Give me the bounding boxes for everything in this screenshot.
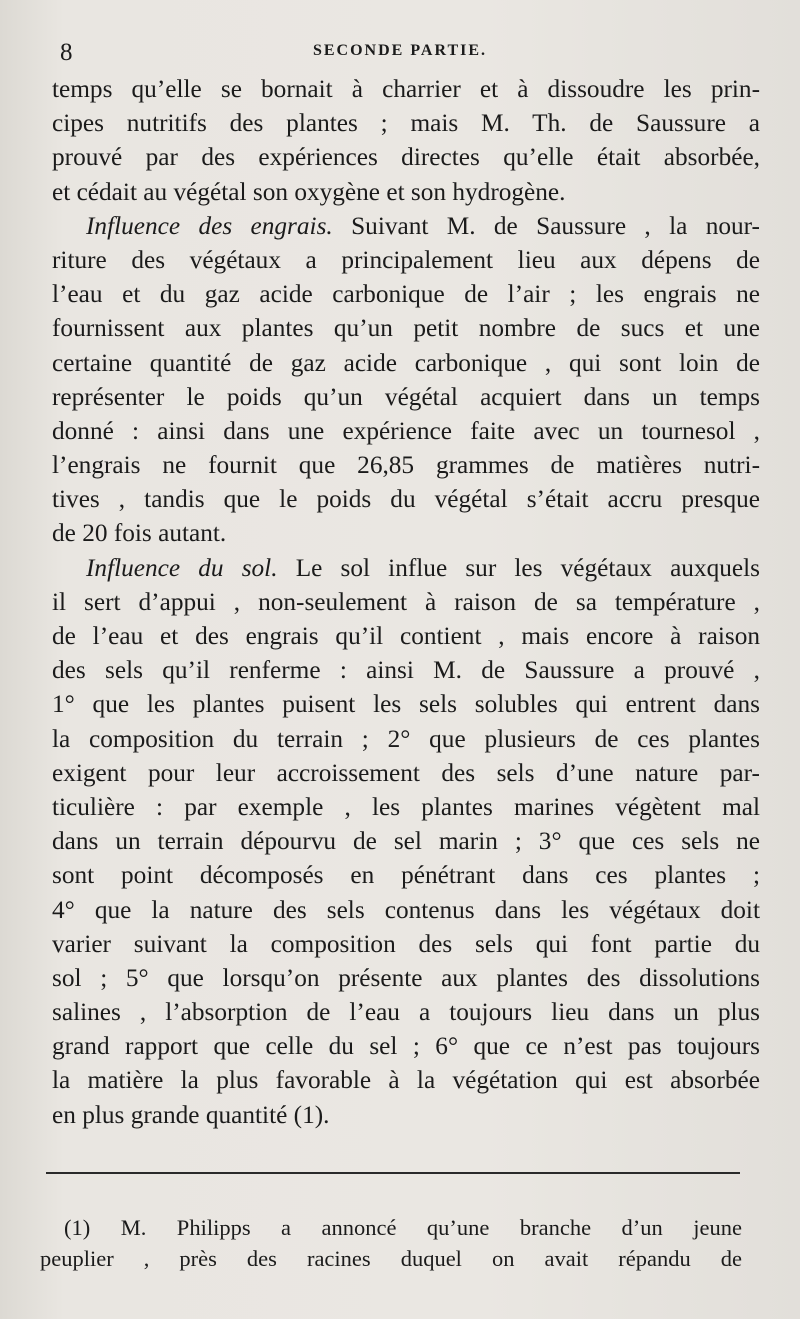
footnote <box>40 1212 742 1274</box>
text-line: et cédait au végétal son oxygène et son hydrogène. <box>52 177 566 206</box>
text-line: exigent pour leur accroissement des sels d’une nature par- <box>52 758 760 787</box>
text-line: sont point décomposés en pénétrant dans ces plantes ; <box>52 861 760 890</box>
text-line: il sert d’appui , non-seulement à raison de sa température , <box>52 587 760 616</box>
page-number: 8 <box>60 39 73 66</box>
text-line: donné : ainsi dans une expérience faite avec un tournesol , <box>52 416 760 445</box>
page-header <box>60 38 740 68</box>
section-heading: Influence du sol. <box>86 553 278 582</box>
text-run: Suivant M. de Saussure , la nour- <box>332 211 760 240</box>
text-line: la matière la plus favorable à la végétation qui est absorbée <box>52 1066 760 1095</box>
text-line: des sels qu’il renferme : ainsi M. de Saussure a prouvé , <box>52 656 760 685</box>
text-line: de 20 fois autant. <box>52 519 227 548</box>
text-line: riture des végétaux a principalement lieu aux dépens de <box>52 245 760 274</box>
paragraph-first-line <box>52 551 760 585</box>
text-line: 1° que les plantes puisent les sels solubles qui entrent dans <box>52 690 760 719</box>
text-line: dans un terrain dépourvu de sel marin ; 3° que ces sels ne <box>52 827 760 856</box>
text-line: tives , tandis que le poids du végétal s’était accru presque <box>52 485 760 514</box>
text-line: représenter le poids qu’un végétal acquiert dans un temps <box>52 382 760 411</box>
running-head: SECONDE PARTIE. <box>312 42 488 59</box>
text-line: la composition du terrain ; 2° que plusieurs de ces plantes <box>52 724 760 753</box>
text-line: de l’eau et des engrais qu’il contient , mais encore à raison <box>52 622 760 650</box>
footnote-divider <box>46 1172 740 1174</box>
text-line: prouvé par des expériences directes qu’elle était absorbée, <box>52 143 760 172</box>
text-line: certaine quantité de gaz acide carbonique , qui sont loin de <box>52 348 760 377</box>
text-line: 4° que la nature des sels contenus dans les végétaux doit <box>52 895 760 924</box>
text-line: ticulière : par exemple , les plantes marines végètent mal <box>52 792 760 821</box>
text-line: temps qu’elle se bornait à charrier et à dissoudre les prin- <box>52 75 760 103</box>
text-line: sol ; 5° que lorsqu’on présente aux plantes des dissolutions <box>52 963 760 992</box>
text-run: Le sol influe sur les végétaux auxquels <box>277 553 760 582</box>
text-line: grand rapport que celle du sel ; 6° que ce n’est pas toujours <box>52 1032 760 1061</box>
paragraph-first-line <box>52 209 760 243</box>
footnote-line: peuplier , près des racines duquel on avait répandu de <box>40 1246 742 1271</box>
text-line: fournissent aux plantes qu’un petit nombre de sucs et une <box>52 314 760 343</box>
text-line: l’engrais ne fournit que 26,85 grammes de matières nutri- <box>52 451 760 480</box>
text-line: cipes nutritifs des plantes ; mais M. Th. de Saussure a <box>52 109 760 138</box>
body-text <box>52 72 760 1132</box>
text-line: varier suivant la composition des sels qui font partie du <box>52 929 760 958</box>
text-line: en plus grande quantité (1). <box>52 1100 330 1129</box>
text-line: salines , l’absorption de l’eau a toujours lieu dans un plus <box>52 998 760 1027</box>
section-heading: Influence des engrais. <box>86 211 333 240</box>
text-line: l’eau et du gaz acide carbonique de l’air ; les engrais ne <box>52 280 760 309</box>
footnote-line: (1) M. Philipps a annoncé qu’une branche d’un jeune <box>64 1215 742 1240</box>
